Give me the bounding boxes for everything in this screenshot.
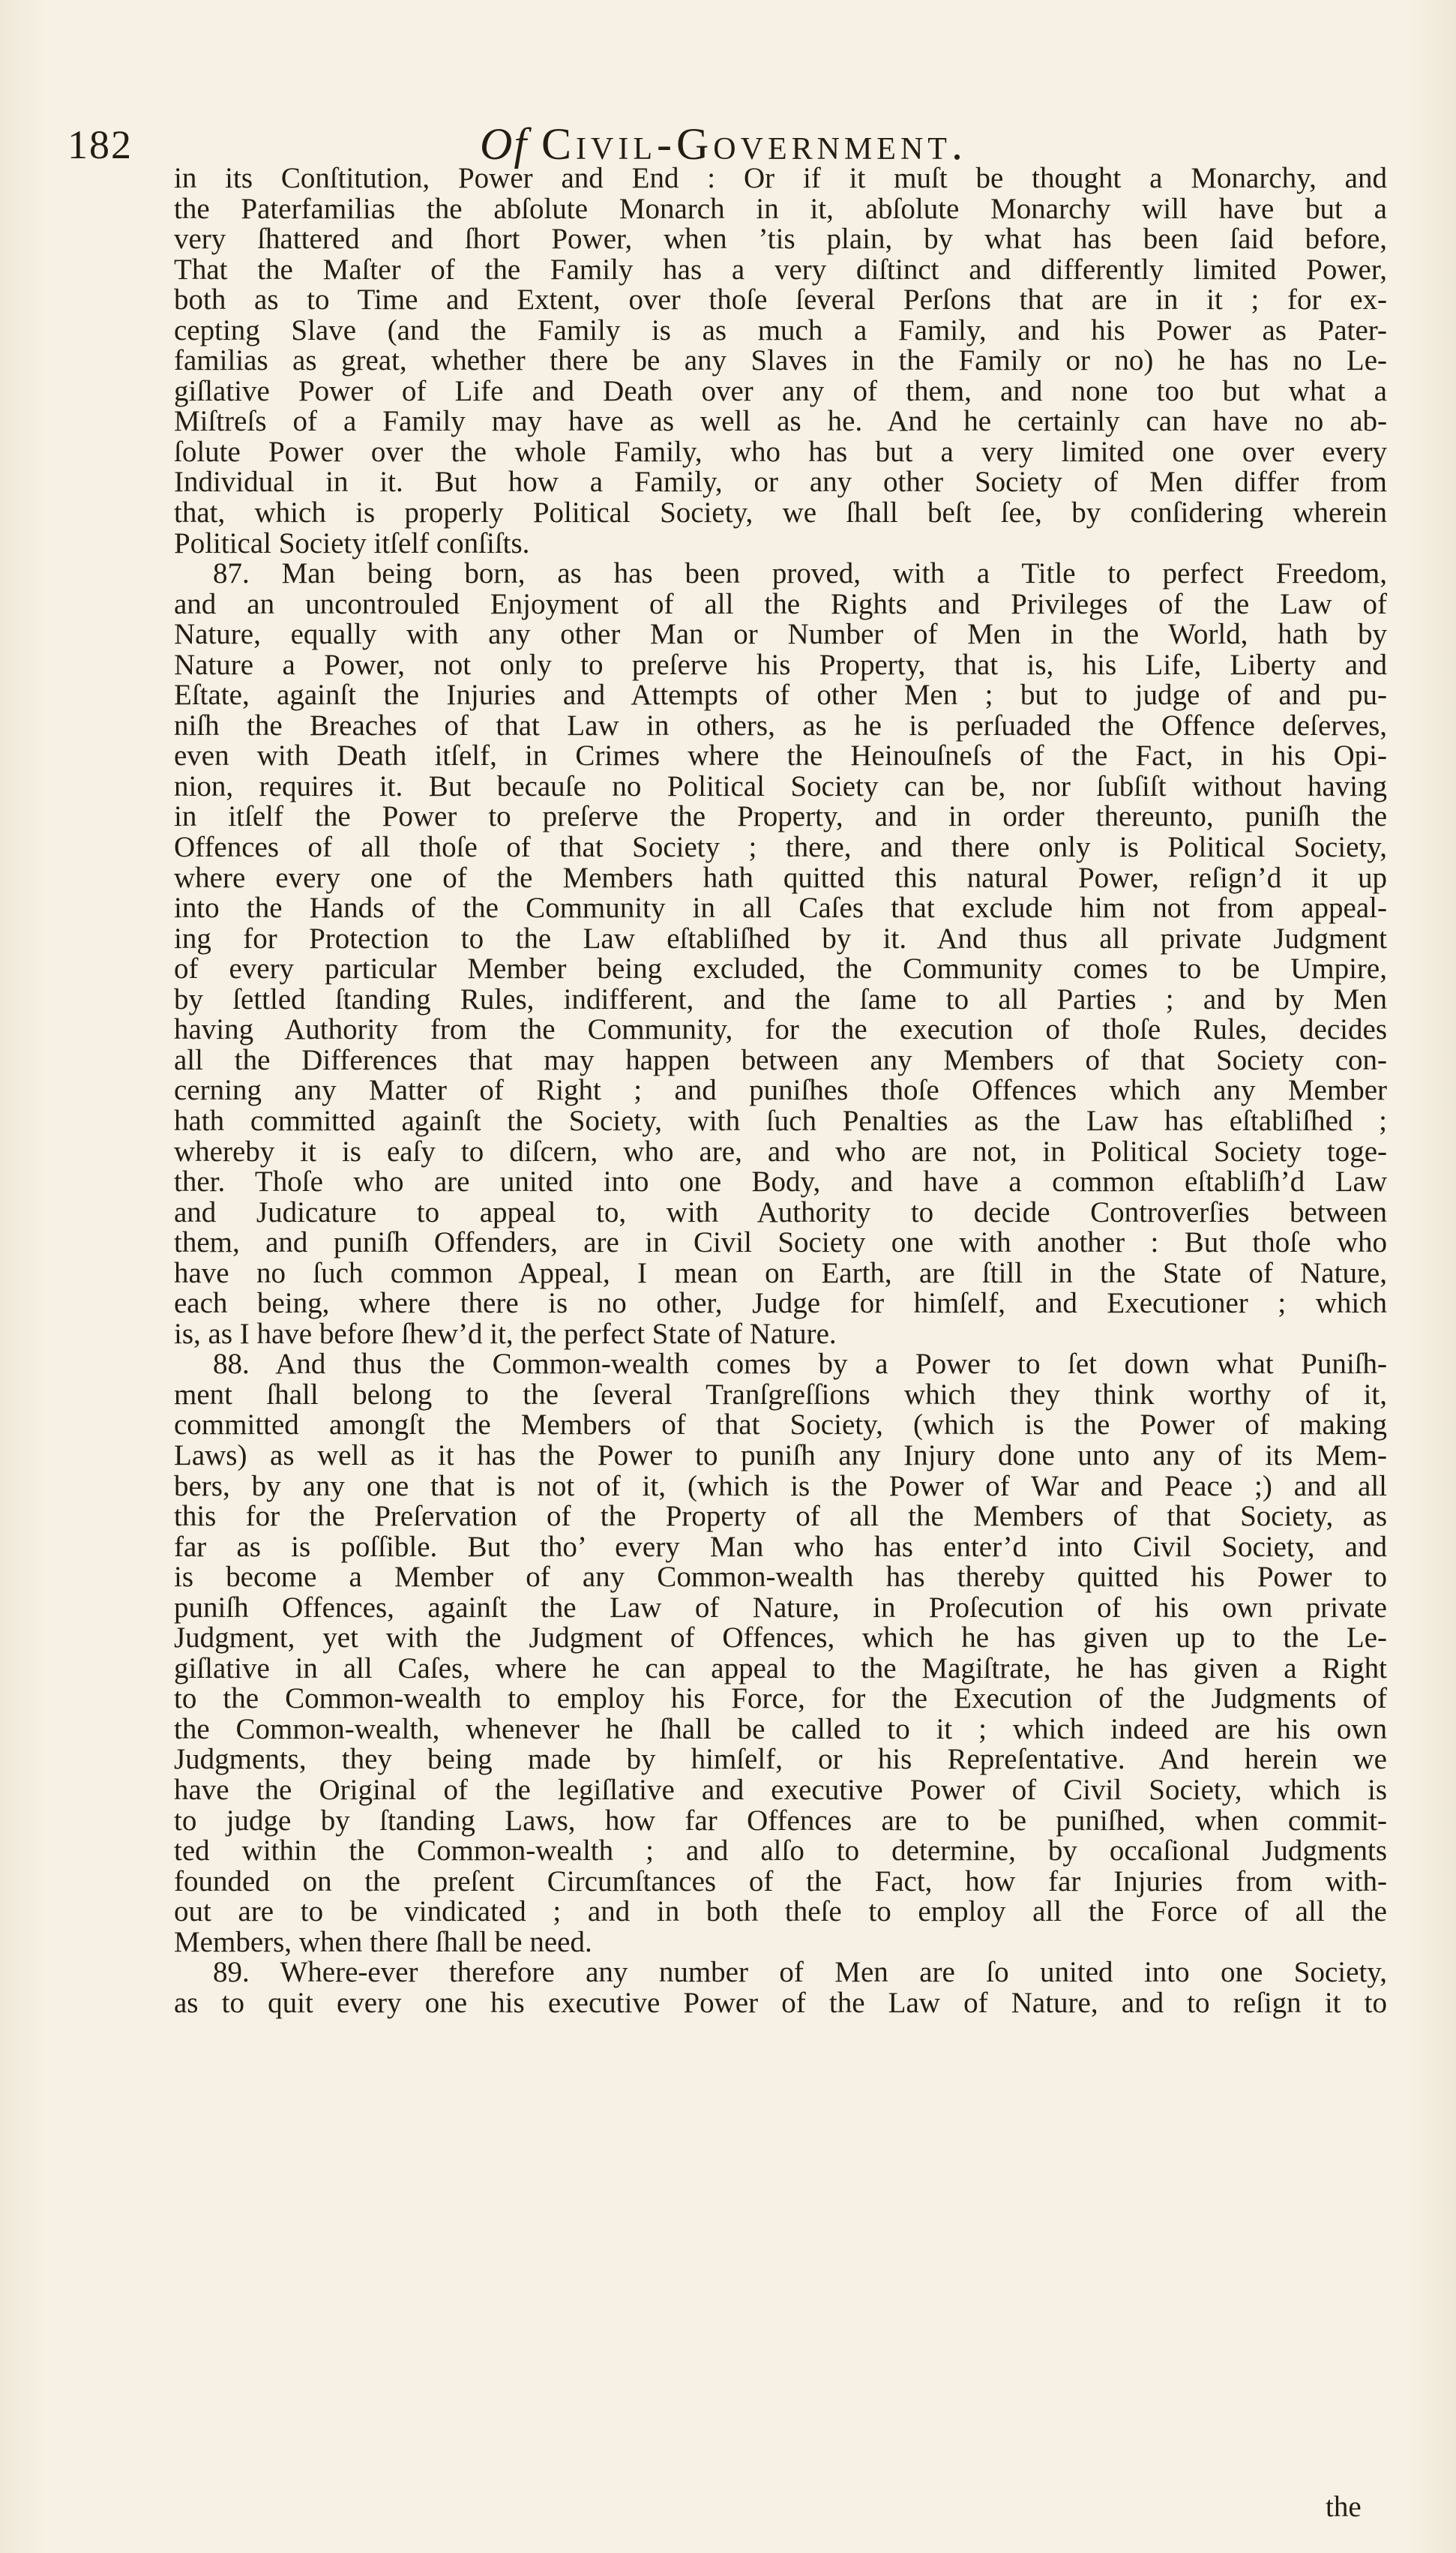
text-line: that, which is properly Political Society, we ſhall beſt ſee, by conſidering wherein <box>174 496 1387 530</box>
text-line: in itſelf the Power to preſerve the Property, and in order thereunto, puniſh the <box>174 800 1387 833</box>
text-line: very ſhattered and ſhort Power, when ’tis plain, by what has been ſaid before, <box>174 223 1387 256</box>
text-line: bers, by any one that is not of it, (which is the Power of War and Peace ;) and all <box>174 1469 1387 1502</box>
text-line: them, and puniſh Offenders, are in Civil Society one with another : But thoſe who <box>174 1226 1387 1259</box>
text-line: Miſtreſs of a Family may have as well as he. And he certainly can have no ab- <box>174 405 1387 438</box>
text-line: cepting Slave (and the Family is as much a Family, and his Power as Pater- <box>174 314 1387 346</box>
text-line: have the Original of the legiſlative and executive Power of Civil Society, which is <box>174 1773 1387 1806</box>
text-line: all the Differences that may happen between any Members of that Society con- <box>174 1043 1387 1076</box>
text-line: Individual in it. But how a Family, or any other Society of Men differ from <box>174 466 1387 499</box>
text-line: Eſtate, againſt the Injuries and Attempts of other Men ; but to judge of and pu- <box>174 679 1387 712</box>
text-line: puniſh Offences, againſt the Law of Nature, in Proſecution of his own private <box>174 1591 1387 1624</box>
text-line: Nature, equally with any other Man or Number of Men in the World, hath by <box>174 618 1387 651</box>
text-line: ing for Protection to the Law eſtabliſhed by it. And thus all private Judgment <box>174 922 1387 955</box>
text-line: in its Conſtitution, Power and End : Or if it muſt be thought a Monarchy, and <box>174 162 1387 194</box>
text-line: to the Common-wealth to employ his Force, for the Execution of the Judgments of <box>174 1682 1387 1715</box>
text-line: have no ſuch common Appeal, I mean on Earth, are ſtill in the State of Nature, <box>174 1256 1387 1289</box>
text-line: committed amongſt the Members of that Society, (which is the Power of making <box>174 1408 1387 1442</box>
text-line: both as to Time and Extent, over thoſe ſeveral Perſons that are in it ; for ex- <box>174 284 1387 316</box>
text-line: Nature a Power, not only to preſerve his Property, that is, his Life, Liberty and <box>174 648 1387 681</box>
running-head-title: Civil-Government. <box>541 119 967 169</box>
text-line: Laws) as well as it has the Power to puniſh any Injury done unto any of its Mem- <box>174 1438 1387 1472</box>
page-number: 182 <box>67 122 133 167</box>
page-header <box>67 75 1252 169</box>
text-line: by ſettled ſtanding Rules, indifferent, and the ſame to all Parties ; and by Men <box>174 982 1387 1016</box>
text-line: the Paterfamilias the abſolute Monarch in it, abſolute Monarchy will have but a <box>174 192 1387 225</box>
text-line: Offences of all thoſe of that Society ; there, and there only is Political Society, <box>174 831 1387 864</box>
text-line: ment ſhall belong to the ſeveral Tranſgreſſions which they think worthy of it, <box>174 1378 1387 1411</box>
running-head-of: Of <box>480 119 528 169</box>
text-line: Political Society itſelf conſiſts. <box>174 526 530 560</box>
body-text <box>174 164 1387 2018</box>
catchword: the <box>1326 2491 1362 2523</box>
text-line: giſlative in all Caſes, where he can appeal to the Magiſtrate, he has given a Right <box>174 1652 1387 1684</box>
text-line: and Judicature to appeal to, with Authority to decide Controverſies between <box>174 1196 1387 1228</box>
text-line: familias as great, whether there be any Slaves in the Family or no) he has no Le- <box>174 344 1387 377</box>
text-line: Judgments, they being made by himſelf, or his Repreſentative. And herein we <box>174 1743 1387 1776</box>
text-line: That the Maſter of the Family has a very diſtinct and differently limited Power, <box>174 253 1387 286</box>
text-line: whereby it is eaſy to diſcern, who are, and who are not, in Political Society toge- <box>174 1135 1387 1168</box>
text-line: 87. Man being born, as has been proved, with a Title to perfect Freedom, <box>213 557 1387 590</box>
text-line: each being, where there is no other, Judge for himſelf, and Executioner ; which <box>174 1287 1387 1320</box>
text-line: founded on the preſent Circumſtances of the Fact, how far Injuries from with- <box>174 1864 1387 1898</box>
text-line: hath committed againſt the Society, with ſuch Penalties as the Law has eſtabliſhed ; <box>174 1104 1387 1137</box>
text-line: is, as I have before ſhew’d it, the perfect State of Nature. <box>174 1317 837 1350</box>
text-line: ther. Thoſe who are united into one Body, and have a common eſtabliſh’d Law <box>174 1166 1387 1198</box>
text-line: ted within the Common-wealth ; and alſo to determine, by occaſional Judgments <box>174 1834 1387 1868</box>
text-line: this for the Preſervation of the Property of all the Members of that Society, as <box>174 1500 1387 1533</box>
text-line: is become a Member of any Common-wealth has thereby quitted his Power to <box>174 1561 1387 1594</box>
text-line: out are to be vindicated ; and in both theſe to employ all the Force of all the <box>174 1895 1387 1928</box>
text-line: giſlative Power of Life and Death over any of them, and none too but what a <box>174 374 1387 407</box>
text-line: where every one of the Members hath quitted this natural Power, reſign’d it up <box>174 861 1387 894</box>
text-line: to judge by ſtanding Laws, how far Offences are to be puniſhed, when commit- <box>174 1804 1387 1837</box>
text-line: having Authority from the Community, for the execution of thoſe Rules, decides <box>174 1013 1387 1046</box>
text-line: niſh the Breaches of that Law in others, as he is perſuaded the Offence deſerves, <box>174 709 1387 742</box>
text-line: as to quit every one his executive Power of the Law of Nature, and to reſign it to <box>174 1986 1387 2019</box>
text-line: Judgment, yet with the Judgment of Offences, which he has given up to the Le- <box>174 1622 1387 1654</box>
text-line: 89. Where-ever therefore any number of Men are ſo united into one Society, <box>213 1956 1387 1989</box>
text-line: even with Death itſelf, in Crimes where the Heinouſneſs of the Fact, in his Opi- <box>174 740 1387 772</box>
text-line: into the Hands of the Community in all Caſes that exclude him not from appeal- <box>174 892 1387 925</box>
text-line: Members, when there ſhall be need. <box>174 1925 592 1958</box>
text-line: the Common-wealth, whenever he ſhall be called to it ; which indeed are his own <box>174 1712 1387 1745</box>
text-line: 88. And thus the Common-wealth comes by a Power to ſet down what Puniſh- <box>213 1348 1387 1381</box>
text-line: nion, requires it. But becauſe no Political Society can be, nor ſubſiſt without having <box>174 770 1387 802</box>
text-line: far as is poſſible. But tho’ every Man who has enter’d into Civil Society, and <box>174 1530 1387 1563</box>
text-line: cerning any Matter of Right ; and puniſhes thoſe Offences which any Member <box>174 1074 1387 1107</box>
text-line: and an uncontrouled Enjoyment of all the Rights and Privileges of the Law of <box>174 587 1387 620</box>
text-line: of every particular Member being excluded, the Community comes to be Umpire, <box>174 952 1387 986</box>
text-line: ſolute Power over the whole Family, who has but a very limited one over every <box>174 435 1387 468</box>
